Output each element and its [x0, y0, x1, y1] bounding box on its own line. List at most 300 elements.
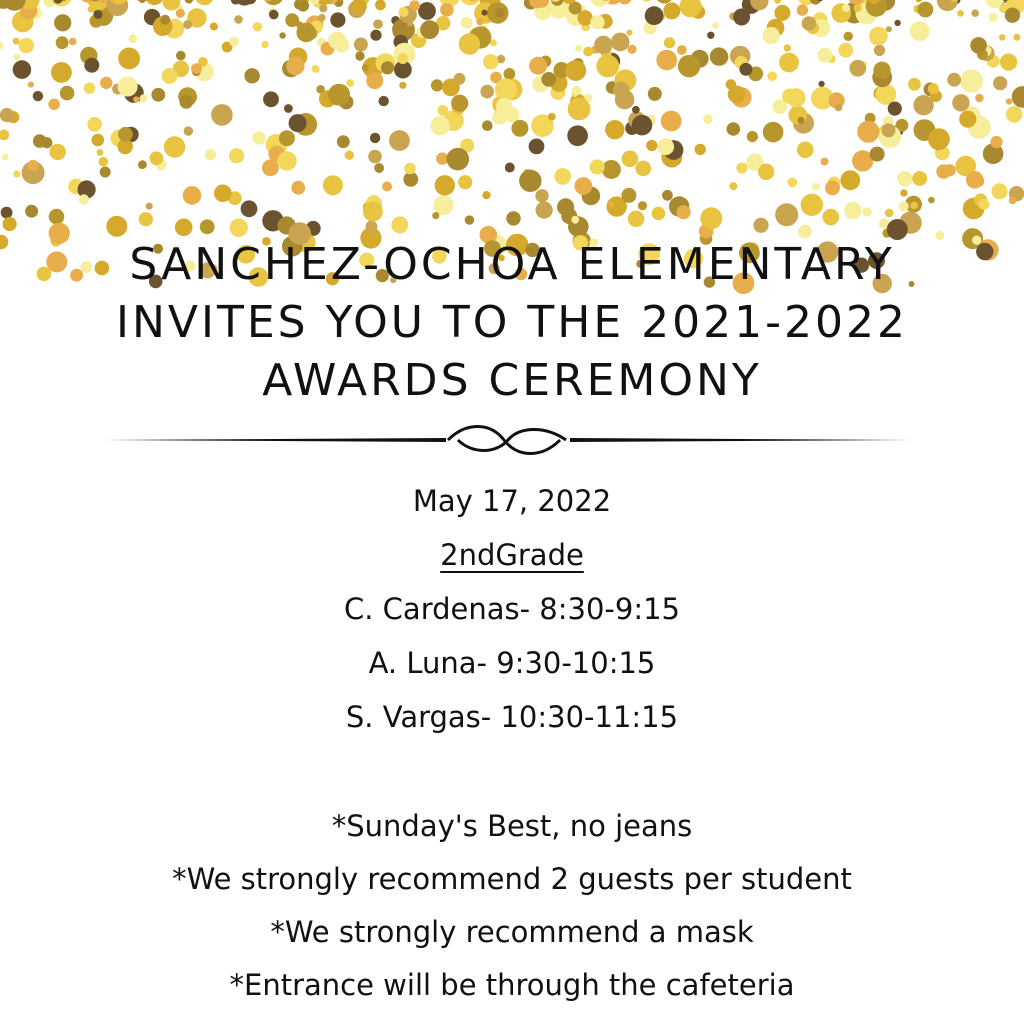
confetti-dot: [252, 131, 265, 144]
confetti-dot: [645, 6, 664, 25]
confetti-dot: [869, 27, 888, 46]
confetti-dot: [244, 68, 259, 83]
confetti-dot: [857, 121, 879, 143]
confetti-dot: [707, 32, 714, 39]
confetti-dot: [447, 148, 470, 171]
confetti-dot: [529, 139, 545, 155]
confetti-dot: [628, 211, 644, 227]
confetti-dot: [118, 127, 133, 142]
confetti-dot: [51, 62, 72, 83]
confetti-dot: [432, 212, 439, 219]
confetti-dot: [874, 45, 885, 56]
confetti-dot: [195, 0, 214, 5]
confetti-dot: [574, 177, 592, 195]
confetti-dot: [129, 34, 137, 42]
confetti-dot: [611, 33, 630, 52]
confetti-dot: [347, 79, 355, 87]
event-details: [0, 474, 1024, 744]
confetti-dot: [885, 209, 894, 218]
event-notes: [0, 800, 1024, 1012]
note-item: *Sunday's Best, no jeans: [331, 809, 693, 843]
confetti-dot: [191, 63, 202, 74]
confetti-dot: [97, 149, 104, 156]
confetti-dot: [337, 135, 350, 148]
confetti-dot: [897, 171, 912, 186]
confetti-dot: [960, 70, 983, 93]
confetti-dot: [420, 20, 439, 39]
confetti-dot: [928, 128, 950, 150]
confetti-dot: [727, 122, 741, 136]
confetti-dot: [975, 94, 984, 103]
confetti-dot: [391, 216, 408, 233]
note-item: *We strongly recommend a mask: [270, 915, 754, 949]
confetti-dot: [284, 104, 293, 113]
confetti-dot: [461, 17, 473, 29]
confetti-dot: [557, 198, 574, 215]
schedule-item: S. Vargas- 10:30-11:15: [345, 700, 679, 734]
confetti-dot: [0, 42, 4, 49]
note-item: *Entrance will be through the cafeteria: [229, 968, 795, 1002]
confetti-dot: [536, 202, 553, 219]
confetti-dot: [180, 95, 194, 109]
confetti-dot: [79, 194, 89, 204]
confetti-dot: [1005, 8, 1020, 23]
confetti-dot: [118, 48, 140, 70]
confetti-dot: [442, 79, 460, 97]
confetti-dot: [382, 182, 392, 192]
confetti-dot: [862, 207, 872, 217]
confetti-dot: [575, 45, 582, 52]
confetti-dot: [370, 133, 380, 143]
confetti-dot: [900, 189, 907, 196]
confetti-dot: [374, 163, 384, 173]
confetti-dot: [635, 161, 651, 177]
confetti-dot: [641, 0, 652, 2]
confetti-dot: [145, 0, 164, 5]
confetti-dot: [1012, 86, 1024, 108]
confetti-dot: [54, 14, 71, 31]
confetti-dot: [33, 91, 43, 101]
confetti-dot: [703, 114, 713, 124]
confetti-dot: [41, 137, 52, 148]
confetti-dot: [838, 43, 853, 58]
confetti-dot: [844, 32, 853, 41]
confetti-dot: [1013, 34, 1020, 41]
confetti-dot: [431, 79, 443, 91]
confetti-dot: [176, 9, 185, 18]
confetti-dot: [772, 99, 787, 114]
confetti-dot: [894, 20, 900, 26]
confetti-dot: [787, 178, 797, 188]
confetti-dot: [230, 219, 248, 237]
confetti-dot: [229, 148, 244, 163]
confetti-dot: [541, 72, 556, 87]
confetti-dot: [229, 37, 239, 47]
confetti-dot: [646, 140, 657, 151]
confetti-dot: [139, 0, 145, 3]
confetti-dot: [3, 217, 17, 231]
confetti-dot: [379, 96, 389, 106]
confetti-dot: [849, 60, 866, 77]
confetti-dot: [594, 36, 612, 54]
confetti-dot: [164, 136, 185, 157]
confetti-dot: [162, 68, 178, 84]
confetti-dot: [183, 20, 192, 29]
confetti-dot: [656, 50, 677, 71]
confetti-dot: [409, 0, 420, 11]
confetti-dot: [289, 114, 307, 132]
confetti-dot: [28, 82, 34, 88]
confetti-dot: [638, 201, 647, 210]
confetti-dot: [106, 216, 127, 237]
confetti-dot: [88, 6, 95, 13]
confetti-dot: [802, 16, 816, 30]
confetti-dot: [241, 200, 258, 217]
confetti-dot: [261, 41, 268, 48]
confetti-dot: [608, 201, 614, 207]
confetti-dot: [495, 79, 517, 101]
confetti-dot: [632, 115, 653, 136]
confetti-dot: [870, 147, 885, 162]
confetti-dot: [84, 82, 95, 93]
confetti-dot: [505, 163, 515, 173]
confetti-dot: [763, 27, 780, 44]
confetti-dot: [375, 0, 386, 10]
confetti-dot: [151, 88, 165, 102]
confetti-dot: [613, 82, 630, 99]
confetti-dot: [572, 86, 582, 96]
confetti-dot: [548, 113, 556, 121]
confetti-dot: [819, 81, 825, 87]
confetti-dot: [726, 79, 737, 90]
confetti-dot: [49, 209, 65, 225]
confetti-dot: [710, 47, 728, 65]
confetti-dot: [118, 77, 138, 97]
confetti-dot: [652, 207, 666, 221]
grade-heading: 2ndGrade: [440, 538, 584, 572]
confetti-dot: [622, 151, 639, 168]
confetti-dot: [0, 130, 9, 141]
confetti-dot: [916, 0, 923, 2]
confetti-dot: [269, 10, 279, 20]
confetti-dot: [913, 95, 933, 115]
confetti-dot: [993, 76, 1007, 90]
confetti-dot: [100, 77, 112, 89]
confetti-dot: [480, 85, 494, 99]
confetti-dot: [291, 181, 305, 195]
confetti-dot: [139, 212, 153, 226]
confetti-dot: [835, 104, 843, 112]
confetti-dot: [92, 134, 105, 147]
confetti-dot: [381, 61, 394, 74]
confetti-dot: [657, 138, 674, 155]
confetti-dot: [1, 207, 13, 219]
confetti-dot: [435, 175, 455, 195]
confetti-dot: [812, 183, 819, 190]
confetti-dot: [214, 185, 232, 203]
confetti-dot: [476, 18, 483, 25]
confetti-dot: [323, 175, 343, 195]
confetti-dot: [840, 170, 860, 190]
confetti-dot: [175, 219, 193, 237]
confetti-dot: [160, 15, 170, 25]
confetti-dot: [621, 188, 636, 203]
confetti-dot: [496, 98, 512, 114]
flourish-divider-icon: [106, 418, 910, 462]
confetti-dot: [854, 4, 862, 12]
confetti-dot: [758, 164, 774, 180]
confetti-dot: [775, 203, 798, 226]
confetti-dot: [504, 68, 516, 80]
confetti-dot: [618, 0, 631, 4]
confetti-dot: [482, 120, 493, 131]
confetti-dot: [279, 130, 295, 146]
confetti-dot: [779, 53, 799, 73]
confetti-dot: [297, 0, 309, 12]
confetti-dot: [366, 72, 383, 89]
schedule-item: A. Luna- 9:30-10:15: [368, 646, 656, 680]
confetti-dot: [279, 32, 285, 38]
title-line-2: INVITES YOU TO THE 2021-2022: [116, 297, 908, 348]
confetti-dot: [842, 4, 850, 12]
confetti-dot: [60, 86, 75, 101]
confetti-dot: [430, 116, 449, 135]
confetti-dot: [568, 98, 591, 121]
confetti-dot: [801, 194, 823, 216]
confetti-dot: [554, 168, 571, 185]
confetti-dot: [370, 30, 381, 41]
confetti-dot: [263, 91, 279, 107]
confetti-dot: [495, 8, 505, 18]
confetti-dot: [992, 183, 1008, 199]
confetti-dot: [821, 158, 829, 166]
confetti-dot: [626, 29, 632, 35]
confetti-dot: [185, 0, 194, 4]
confetti-dot: [404, 163, 416, 175]
confetti-dot: [873, 62, 890, 79]
confetti-dot: [69, 38, 77, 46]
confetti-dot: [797, 142, 814, 159]
confetti-dot: [918, 2, 934, 18]
confetti-dot: [330, 12, 345, 27]
confetti-dot: [590, 159, 605, 174]
confetti-dot: [511, 120, 528, 137]
confetti-dot: [482, 191, 490, 199]
confetti-dot: [506, 211, 520, 225]
confetti-dot: [700, 207, 722, 229]
title-line-1: SANCHEZ-OCHOA ELEMENTARY: [129, 239, 895, 290]
confetti-dot: [312, 65, 320, 73]
confetti-dot: [797, 4, 808, 15]
confetti-dot: [451, 95, 468, 112]
confetti-dot: [1006, 106, 1023, 123]
confetti-dot: [277, 151, 296, 170]
confetti-dot: [13, 60, 32, 79]
confetti-dot: [959, 111, 976, 128]
confetti-dot: [397, 53, 408, 64]
confetti-dot: [910, 202, 918, 210]
confetti-dot: [583, 47, 593, 57]
confetti-dot: [971, 9, 979, 17]
confetti-dot: [663, 2, 680, 19]
confetti-dot: [590, 15, 604, 29]
confetti-dot: [632, 106, 640, 114]
confetti-dot: [648, 87, 662, 101]
confetti-dot: [882, 123, 896, 137]
confetti-dot: [712, 22, 719, 29]
confetti-dot: [529, 57, 547, 75]
confetti-dot: [774, 5, 790, 21]
confetti-dot: [590, 0, 611, 7]
confetti-dot: [13, 171, 20, 178]
invitation-title: [0, 236, 1024, 410]
confetti-dot: [753, 218, 768, 233]
confetti-dot: [211, 104, 233, 126]
confetti-dot: [662, 190, 673, 201]
confetti-dot: [200, 219, 215, 234]
confetti-dot: [459, 33, 480, 54]
confetti-dot: [567, 125, 588, 146]
confetti-dot: [739, 63, 752, 76]
confetti-dot: [767, 71, 777, 81]
confetti-dot: [571, 216, 579, 224]
confetti-dot: [176, 51, 186, 61]
confetti-dot: [138, 160, 147, 169]
confetti-dot: [999, 34, 1006, 41]
confetti-dot: [912, 171, 927, 186]
title-line-3: AWARDS CEREMONY: [262, 355, 762, 406]
confetti-dot: [150, 151, 164, 165]
confetti-dot: [183, 186, 202, 205]
confetti-dot: [989, 13, 998, 22]
confetti-dot: [253, 22, 262, 31]
confetti-dot: [482, 10, 488, 16]
confetti-dot: [784, 44, 791, 51]
confetti-dot: [48, 99, 60, 111]
confetti-dot: [535, 189, 548, 202]
confetti-dot: [296, 22, 303, 29]
confetti-dot: [787, 88, 806, 107]
confetti-dot: [957, 10, 964, 17]
confetti-dot: [661, 111, 682, 132]
confetti-dot: [483, 54, 498, 69]
confetti-dot: [389, 130, 410, 151]
confetti-dot: [899, 201, 909, 211]
confetti-dot: [943, 164, 955, 176]
confetti-dot: [823, 209, 840, 226]
confetti-dot: [875, 84, 896, 105]
confetti-dot: [2, 153, 9, 160]
confetti-dot: [747, 131, 758, 142]
confetti-dot: [87, 117, 102, 132]
confetti-dot: [678, 55, 700, 77]
confetti-dot: [25, 205, 38, 218]
confetti-dot: [664, 37, 675, 48]
confetti-dot: [886, 26, 892, 32]
schedule-item: C. Cardenas- 8:30-9:15: [343, 592, 681, 626]
confetti-dot: [677, 205, 691, 219]
confetti-dot: [465, 215, 474, 224]
confetti-dot: [28, 160, 39, 171]
confetti-dot: [355, 51, 364, 60]
confetti-dot: [0, 108, 14, 122]
confetti-dot: [328, 32, 346, 50]
confetti-dot: [328, 84, 350, 106]
confetti-dot: [888, 102, 902, 116]
confetti-dot: [13, 38, 20, 45]
confetti-dot: [952, 94, 969, 111]
confetti-dot: [438, 105, 449, 116]
confetti-dot: [519, 170, 541, 192]
confetti-dot: [440, 3, 454, 17]
confetti-dot: [146, 203, 153, 210]
confetti-dot: [286, 57, 304, 75]
confetti-dot: [596, 55, 619, 78]
confetti-dot: [56, 36, 69, 49]
confetti-dot: [1006, 98, 1012, 104]
confetti-dot: [970, 37, 987, 54]
confetti-dot: [1009, 197, 1017, 205]
note-item: *We strongly recommend 2 guests per student: [172, 862, 852, 896]
confetti-dot: [94, 10, 103, 19]
confetti-dot: [362, 64, 369, 71]
confetti-dot: [947, 73, 961, 87]
confetti-dot: [14, 54, 21, 61]
confetti-dot: [979, 199, 990, 210]
confetti-dot: [140, 94, 148, 102]
confetti-dot: [363, 202, 383, 222]
confetti-dot: [99, 157, 109, 167]
confetti-dot: [825, 181, 840, 196]
confetti-dot: [928, 197, 935, 204]
confetti-dot: [399, 82, 406, 89]
confetti-dot: [736, 162, 747, 173]
event-date: May 17, 2022: [412, 484, 612, 518]
confetti-dot: [627, 45, 636, 54]
confetti-dot: [729, 182, 737, 190]
confetti-dot: [210, 23, 218, 31]
confetti-dot: [319, 4, 327, 12]
confetti-dot: [458, 175, 472, 189]
confetti-dot: [818, 48, 833, 63]
confetti-dot: [100, 167, 111, 178]
confetti-dot: [1000, 54, 1017, 71]
confetti-dot: [318, 14, 325, 21]
confetti-dot: [184, 126, 193, 135]
confetti-dot: [84, 58, 99, 73]
confetti-dot: [366, 221, 378, 233]
confetti-dot: [695, 144, 706, 155]
confetti-dot: [234, 15, 243, 24]
confetti-dot: [910, 21, 930, 41]
confetti-dot: [373, 19, 383, 29]
confetti-dot: [399, 7, 409, 17]
confetti-dot: [133, 96, 139, 102]
confetti-dot: [565, 60, 586, 81]
confetti-dot: [763, 122, 784, 143]
confetti-dot: [354, 38, 368, 52]
confetti-dot: [205, 149, 216, 160]
confetti-dot: [602, 160, 621, 179]
confetti-dot: [19, 38, 34, 53]
confetti-dot: [990, 136, 1002, 148]
confetti-dot: [677, 45, 687, 55]
confetti-dot: [966, 171, 984, 189]
confetti-dot: [345, 151, 354, 160]
confetti-dot: [50, 144, 66, 160]
confetti-dot: [797, 117, 804, 124]
confetti-dot: [605, 120, 624, 139]
